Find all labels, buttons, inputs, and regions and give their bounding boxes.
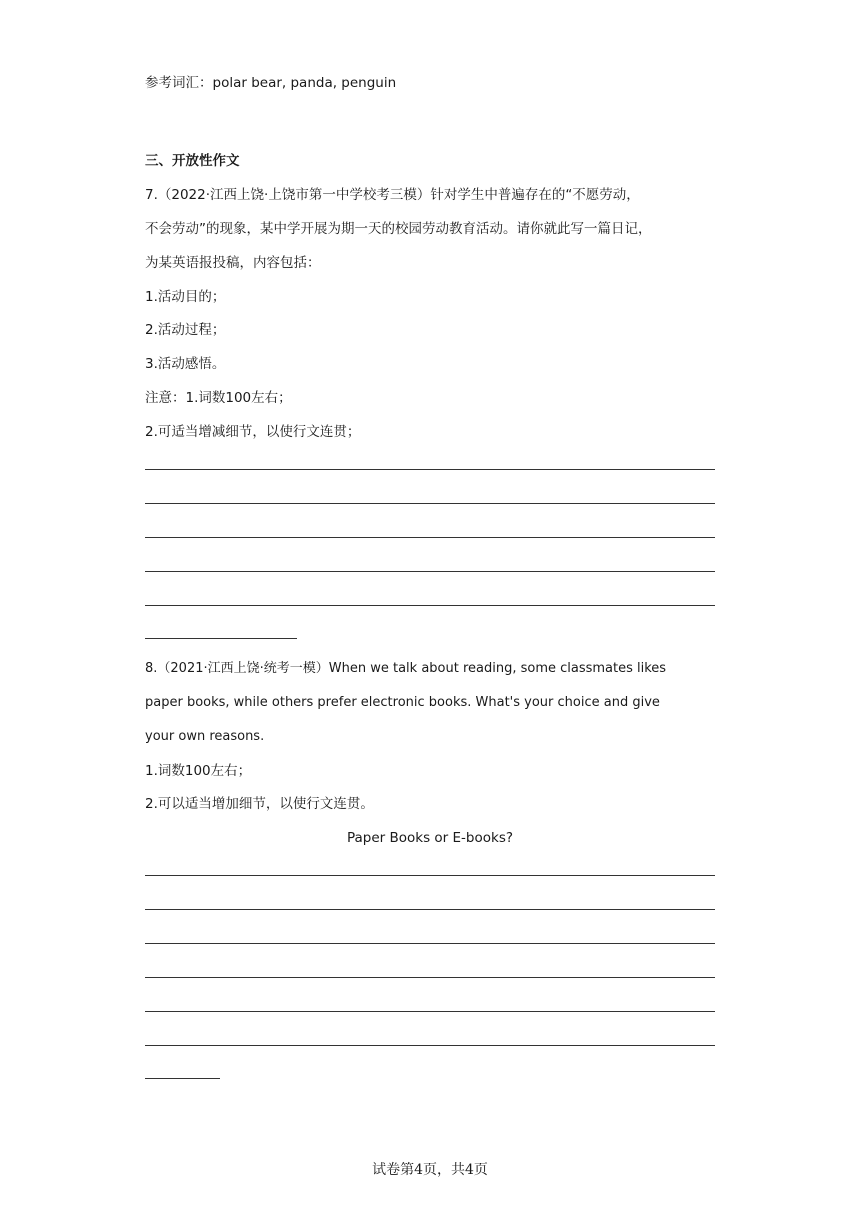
q8-line-3: your own reasons. xyxy=(145,729,265,744)
essay-title: Paper Books or E-books? xyxy=(346,830,514,846)
q7-line-3: 为某英语报投稿，内容包括： xyxy=(145,255,321,271)
answer-line-short xyxy=(145,1078,220,1079)
q7-line-7: 注意：1.词数100左右； xyxy=(145,390,292,406)
q8-line-5: 2.可以适当增加细节，以使行文连贯。 xyxy=(145,796,374,812)
page-footer: 试卷第4页，共4页 xyxy=(372,1162,488,1178)
answer-line xyxy=(145,909,715,910)
q8-line-1: 8.（2021·江西上饶·统考一模）When we talk about reading, some classmates likes xyxy=(145,661,667,676)
answer-line xyxy=(145,469,715,470)
q7-line-5: 2.活动过程； xyxy=(145,322,226,338)
answer-line-short xyxy=(145,638,297,639)
q8-line-4: 1.词数100左右； xyxy=(145,763,252,779)
reference-vocabulary: 参考词汇：polar bear, panda, penguin xyxy=(145,75,397,91)
q7-line-8: 2.可适当增减细节，以使行文连贯； xyxy=(145,424,361,440)
answer-line xyxy=(145,503,715,504)
answer-line xyxy=(145,977,715,978)
answer-line xyxy=(145,1045,715,1046)
section-heading: 三、开放性作文 xyxy=(145,153,240,169)
answer-line xyxy=(145,943,715,944)
answer-line xyxy=(145,605,715,606)
answer-line xyxy=(145,537,715,538)
q7-line-2: 不会劳动”的现象，某中学开展为期一天的校园劳动教育活动。请你就此写一篇日记， xyxy=(145,221,652,237)
q7-line-4: 1.活动目的； xyxy=(145,289,226,305)
q8-line-2: paper books, while others prefer electronic books. What's your choice and give xyxy=(145,695,660,710)
answer-line xyxy=(145,1011,715,1012)
q7-line-1: 7.（2022·江西上饶·上饶市第一中学校考三模）针对学生中普遍存在的“不愿劳动， xyxy=(145,187,640,203)
answer-line xyxy=(145,571,715,572)
answer-line xyxy=(145,875,715,876)
q7-line-6: 3.活动感悟。 xyxy=(145,356,226,372)
